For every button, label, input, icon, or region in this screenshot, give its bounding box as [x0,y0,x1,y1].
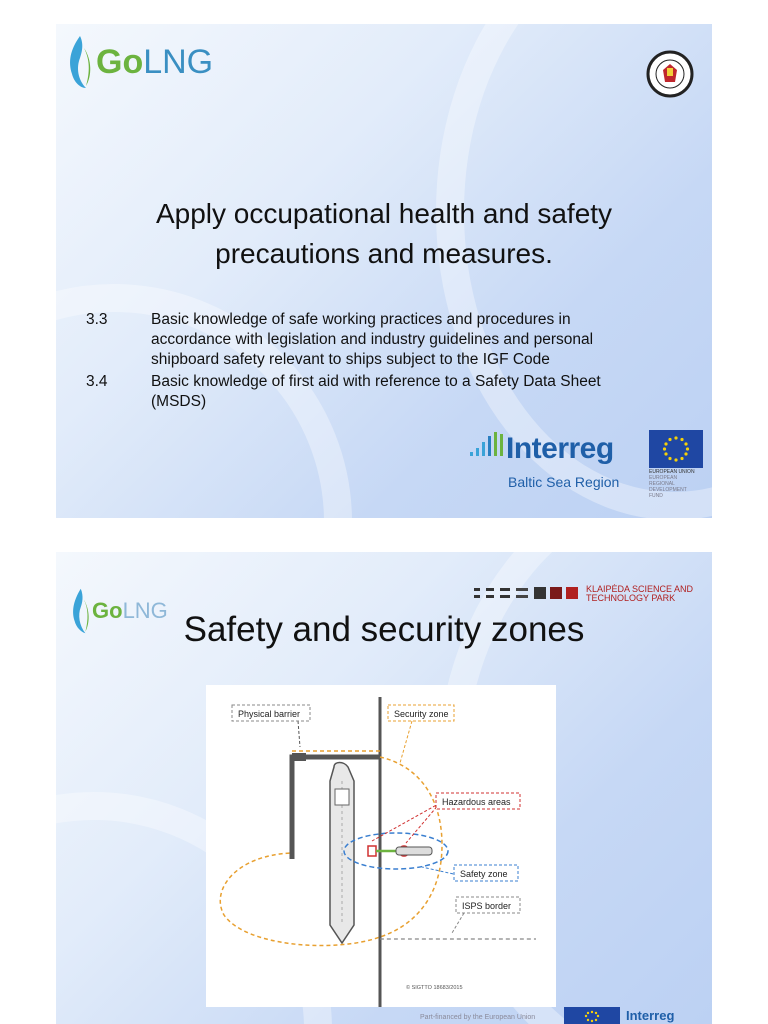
physical-barrier-label: Physical barrier [238,709,301,719]
logo-lng-text: LNG [122,598,168,623]
safety-zone-label: Safety zone [460,869,508,879]
eu-sub-line: EUROPEAN [649,475,678,481]
isps-border-label: ISPS border [462,901,512,911]
logo-go-text: Go [92,598,123,623]
title-line: precautions and measures. [215,238,553,269]
interreg-mini-logo [626,1008,674,1023]
item-text-line: Basic knowledge of first aid with reference to a Safety Data Sheet [151,373,601,390]
eu-stars-icon [649,430,703,468]
slide-title [56,194,712,274]
kstp-line: TECHNOLOGY PARK [586,593,676,603]
zones-diagram [206,685,556,1007]
signal-bars-icon [470,430,510,460]
eu-funding-note: Part-financed by the European Union [420,1014,536,1021]
golng-logo [66,34,213,90]
zones-diagram-svg [206,685,556,1007]
copyright-text: © SIGTTO 18683/2015 [406,985,463,991]
security-zone-label: Security zone [394,709,449,719]
eu-flag-small [564,1007,620,1024]
interreg-region: Baltic Sea Region [508,474,620,490]
item-number: 3.4 [86,373,108,390]
interreg-logo [470,428,640,494]
kstp-logo-bars [474,585,584,601]
truck-unit [396,847,432,855]
eu-sub-line: DEVELOPMENT [649,487,687,493]
interreg-mini-name: Interreg [626,1008,675,1023]
eu-flag [649,430,703,468]
item-text-line: Basic knowledge of safe working practices and procedures in [151,311,571,328]
eu-caption [649,469,709,499]
slide-1 [56,24,712,518]
logo-lng-text: LNG [143,42,214,81]
eu-sub-line: REGIONAL [649,481,675,487]
interreg-name: Interreg [506,432,614,465]
flame-icon [66,34,92,90]
kstp-line: KLAIPĖDA SCIENCE AND [586,584,694,594]
hazardous-area-marker [368,846,376,856]
hazardous-areas-label: Hazardous areas [442,797,511,807]
kstp-name [586,585,712,603]
slide-title: Safety and security zones [183,610,585,649]
logo-go-text: Go [96,42,144,81]
item-text-line: (MSDS) [151,393,207,410]
eu-sub-line: FUND [649,493,663,499]
item-text-line: accordance with legislation and industry guidelines and personal [151,331,594,348]
title-line: Apply occupational health and safety [155,198,613,229]
eu-stars-icon [564,1007,620,1024]
item-text-line: shipboard safety relevant to ships subject to the IGF Code [151,351,550,368]
maritime-university-seal [645,40,695,104]
eu-label: EUROPEAN UNION [649,469,695,475]
item-number: 3.3 [86,311,108,328]
slide-2 [56,552,712,1024]
